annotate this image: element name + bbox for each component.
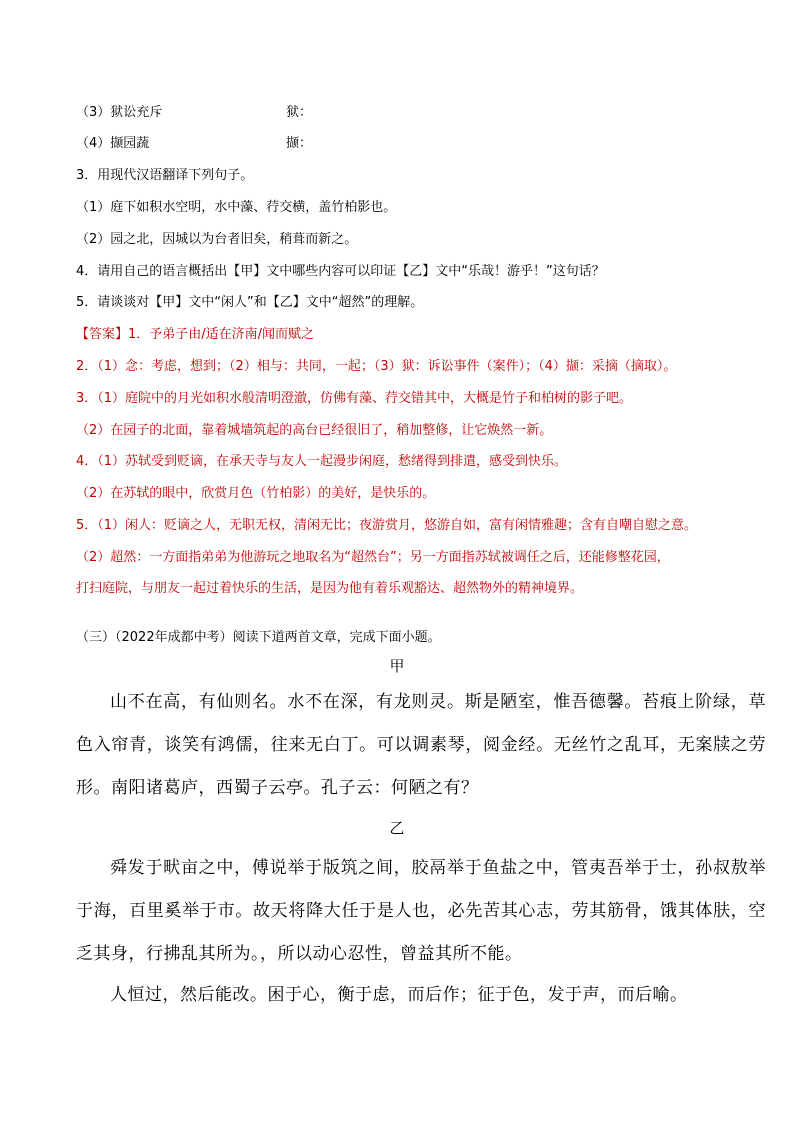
answer-4-2: （2）在苏轼的眼中，欣赏月色（竹柏影）的美好，是快乐的。 [76,486,436,501]
answer-label: 【答案】 [76,327,129,342]
question-2-item-3-text: （3）狱讼充斥 [76,105,163,120]
answer-5-2-line-2: 打扫庭院，与朋友一起过着快乐的生活，是因为他有着乐观豁达、超然物外的精神境界。 [76,581,584,596]
answer-1-text: 1．予弟子由/适在济南/闻而赋之 [128,327,315,342]
question-2-item-3 [76,104,312,122]
passage-b-paragraph-2: 人恒过，然后能改。困于心，衡于虑，而后作；征于色，发于声，而后喻。 [110,985,688,1005]
passage-b-paragraph-1: 舜发于畎亩之中，傅说举于版筑之间，胶鬲举于鱼盐之中，管夷吾举于士，孙叔敖举于海，百里奚举于市。故天将降大任于是人也，必先苦其心志，劳其筋骨，饿其体肤，空乏其身，行拂乱其所为。，所以动心忍性，曾益其所不能。 [76,858,766,964]
answer-1 [76,326,314,344]
answer-5-2-line-1: （2）超然：一方面指弟弟为他游玩之地取名为“超然台”；另一方面指苏轼被调任之后，还能修整花园， [76,550,670,565]
question-4: 4．请用自己的语言概括出【甲】文中哪些内容可以印证【乙】文中“乐哉！游乎！”这句话？ [76,264,605,279]
question-3-title: 3．用现代汉语翻译下列句子。 [76,168,254,183]
answer-2: 2．（1）念：考虑，想到；（2）相与：共同，一起；（3）狱：诉讼事件（案件）；（4）撷：采摘（摘取）。 [76,359,677,374]
question-2-item-3-blank: 狱： [286,105,313,120]
passage-a-title: 甲 [389,657,405,675]
question-2-item-4-blank: 撷： [286,136,313,151]
question-3-item-1: （1）庭下如积水空明，水中藻、荇交横，盖竹柏影也。 [76,200,397,215]
section-3-intro: （三）（2022年成都中考）阅读下道两首文章，完成下面小题。 [76,630,441,645]
answer-4-1: 4．（1）苏轼受到贬谪，在承天寺与友人一起漫步闲庭，愁绪得到排遣，感受到快乐。 [76,454,568,469]
passage-b-title: 乙 [389,819,405,837]
question-2-item-4-text: （4）撷园蔬 [76,136,150,151]
answer-3-1: 3．（1）庭院中的月光如积水般清明澄澈，仿佛有藻、荇交错其中，大概是竹子和柏树的影子吧。 [76,391,633,406]
passage-a: 山不在高，有仙则名。水不在深，有龙则灵。斯是陋室，惟吾德馨。苔痕上阶绿，草色入帘青，谈笑有鸿儒，往来无白丁。可以调素琴，阅金经。无丝竹之乱耳，无案牍之劳形。南阳诸葛庐，西蜀子云亭。孔子云：何陋之有？ [76,692,766,798]
question-5: 5．请谈谈对【甲】文中“闲人”和【乙】文中“超然”的理解。 [76,295,424,310]
answer-5-1: 5．（1）闲人：贬谪之人，无职无权，清闲无比；夜游赏月，悠游自如，富有闲情雅趣；含有自嘲自慰之意。 [76,518,698,533]
question-3-item-2: （2）园之北，因城以为台者旧矣，稍葺而新之。 [76,232,358,247]
answer-3-2: （2）在园子的北面，靠着城墙筑起的高台已经很旧了，稍加整修，让它焕然一新。 [76,423,553,438]
question-2-item-4 [76,135,312,153]
